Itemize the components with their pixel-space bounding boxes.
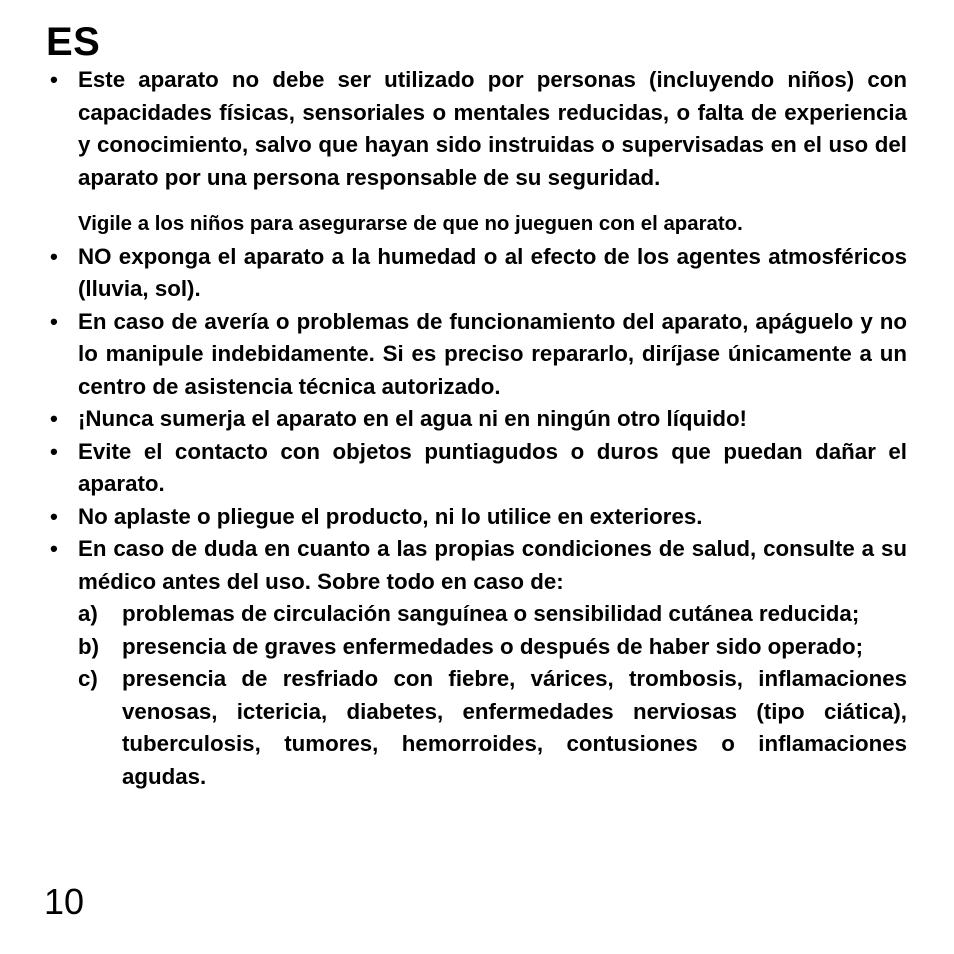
bullet: • bbox=[50, 67, 58, 92]
sublist-label: a) bbox=[78, 601, 98, 626]
bullet: • bbox=[50, 438, 58, 464]
sublist-label: c) bbox=[78, 666, 98, 691]
sublist-item bbox=[78, 663, 907, 793]
list-item bbox=[50, 306, 907, 404]
list-item bbox=[50, 501, 907, 534]
sublist-label: b) bbox=[78, 633, 100, 659]
bullet: • bbox=[50, 503, 58, 529]
child-supervision-note: Vigile a los niños para asegurarse de que no jueguen con el aparato. bbox=[78, 213, 743, 235]
safety-instructions bbox=[50, 64, 907, 793]
sublist-item bbox=[78, 598, 907, 631]
sublist-text: presencia de graves enfermedades o después de haber sido operado; bbox=[122, 633, 864, 659]
bullet: • bbox=[50, 536, 58, 561]
bullet: • bbox=[50, 308, 58, 334]
sublist-text: presencia de resfriado con fiebre, várices, trombosis, inflamaciones venosas, ictericia, diabetes, enfermedades nerviosas (tipo ciática), tuberculosis, tumores, hemorroides, contusiones o inflamaciones agudas. bbox=[122, 666, 907, 789]
list-item bbox=[50, 241, 907, 306]
list-item-text: Este aparato no debe ser utilizado por personas (incluyendo niños) con capacidades físicas, sensoriales o mentales reducidas, o falta de experiencia y conocimiento, salvo que hayan sido instruidas o supervisadas en el uso del aparato por una persona responsable de su seguridad. bbox=[78, 67, 907, 190]
page-number: 10 bbox=[44, 881, 85, 922]
list-item bbox=[50, 403, 907, 436]
list-item-text: NO exponga el aparato a la humedad o al efecto de los agentes atmosféricos (lluvia, sol). bbox=[78, 243, 907, 301]
sublist-item bbox=[78, 631, 907, 664]
list-item-text: En caso de duda en cuanto a las propias condiciones de salud, consulte a su médico antes del uso. Sobre todo en caso de: bbox=[78, 536, 907, 594]
bullet: • bbox=[50, 406, 58, 431]
list-item-text: ¡Nunca sumerja el aparato en el agua ni en ningún otro líquido! bbox=[78, 406, 747, 431]
list-item bbox=[50, 436, 907, 501]
list-item-text: Evite el contacto con objetos puntiagudos o duros que puedan dañar el aparato. bbox=[78, 438, 907, 496]
sublist-text: problemas de circulación sanguínea o sensibilidad cutánea reducida; bbox=[122, 601, 860, 626]
list-item-text: No aplaste o pliegue el producto, ni lo utilice en exteriores. bbox=[78, 503, 703, 529]
language-heading: ES bbox=[46, 20, 101, 64]
list-item-text: En caso de avería o problemas de funcionamiento del aparato, apáguelo y no lo manipule indebidamente. Si es preciso repararlo, diríjase únicamente a un centro de asistencia técnica autorizado. bbox=[78, 308, 907, 399]
list-item bbox=[50, 64, 907, 194]
list-item bbox=[50, 533, 907, 598]
sublist bbox=[78, 598, 907, 793]
bullet: • bbox=[50, 243, 58, 269]
